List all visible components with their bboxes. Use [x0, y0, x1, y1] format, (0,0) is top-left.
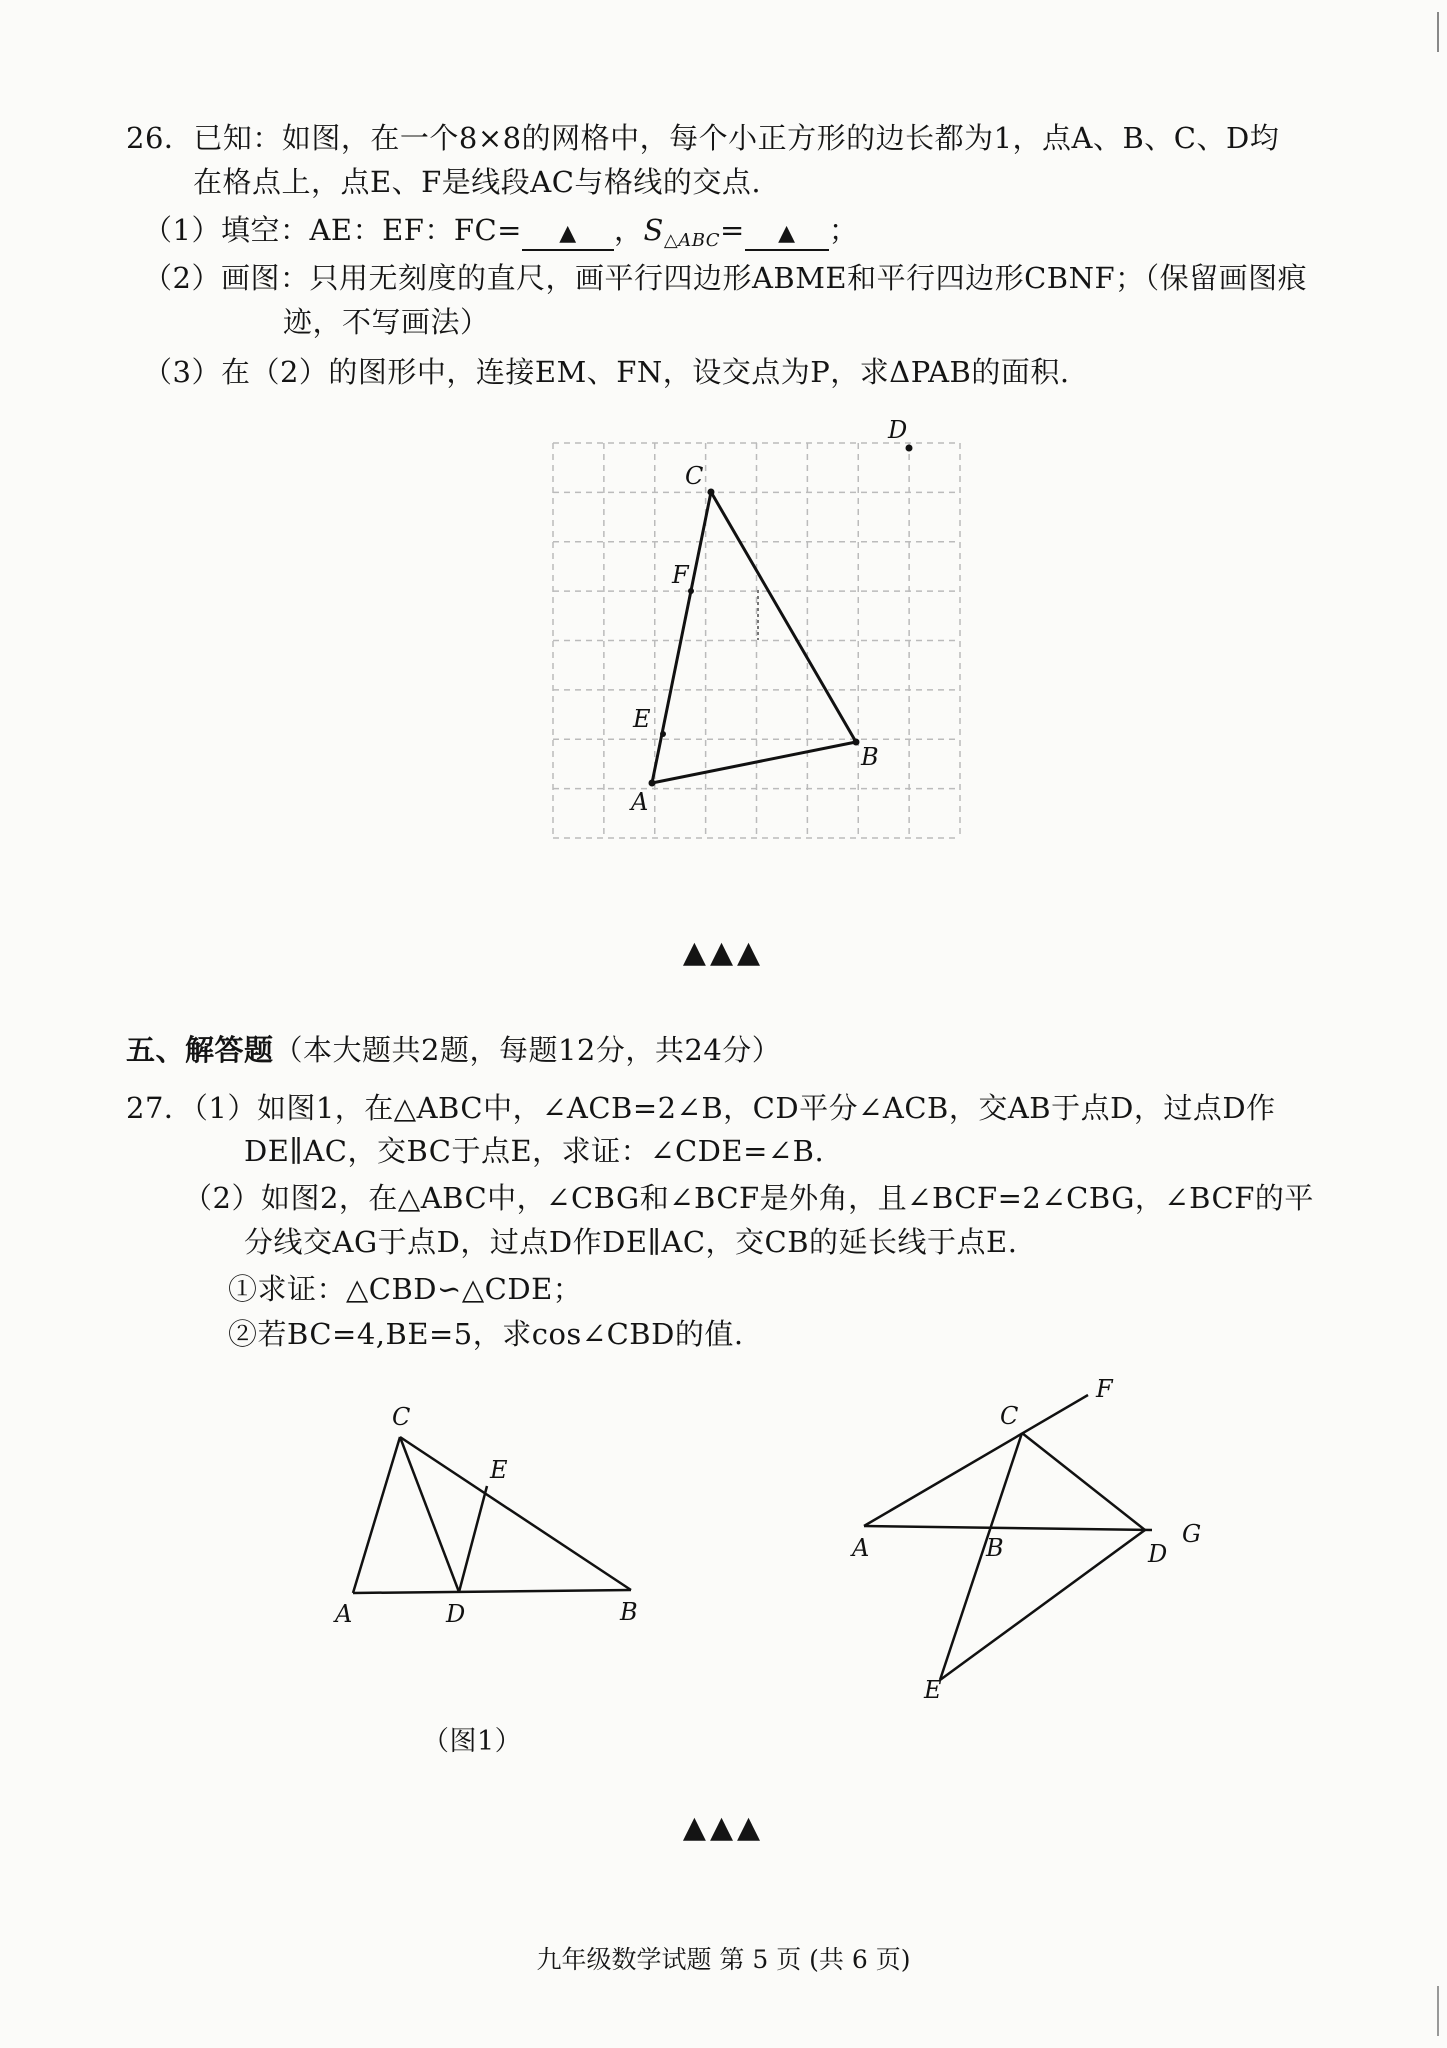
- figure-1-caption: （图1）: [422, 1726, 523, 1757]
- segment-ab: [652, 742, 856, 783]
- segment-ac: [652, 492, 711, 783]
- blank-triangle-icon: ▲: [778, 221, 796, 246]
- q26-line1: 26．已知：如图，在一个8×8的网格中，每个小正方形的边长都为1，点A、B、C、D均: [126, 121, 1280, 155]
- q26-area-symbol: S: [643, 213, 664, 247]
- q27-line1: 27．（1）如图1，在△ABC中，∠ACB=2∠B，CD平分∠ACB，交AB于点D，过点D作: [126, 1091, 1276, 1125]
- fig2-label-d: D: [1148, 1540, 1168, 1568]
- q26-area-eq: =: [720, 213, 745, 247]
- q27-line4: 分线交AG于点D，过点D作DE∥AC，交CB的延长线于点E.: [244, 1225, 1018, 1259]
- point-a: [649, 780, 656, 787]
- end-marks: ▲▲▲: [682, 1810, 765, 1845]
- section-5-note: （本大题共2题，每题12分，共24分）: [273, 1033, 782, 1067]
- fig1-segment-cd: [400, 1437, 459, 1592]
- q26-part2-line1: （2）画图：只用无刻度的直尺，画平行四边形ABME和平行四边形CBNF；（保留画图痕: [143, 261, 1308, 295]
- q26-part1-sep: ，: [613, 213, 644, 247]
- label-b: B: [861, 743, 879, 771]
- fig1-label-c: C: [392, 1403, 411, 1431]
- fig1-label-e: E: [490, 1456, 508, 1484]
- label-d: D: [888, 416, 908, 444]
- fig2-line-ce: [940, 1433, 1022, 1680]
- fig1-label-d: D: [446, 1600, 466, 1628]
- fig1-label-a: A: [335, 1600, 353, 1628]
- q26-part3: （3）在（2）的图形中，连接EM、FN，设交点为P，求ΔPAB的面积.: [143, 355, 1070, 389]
- fig1-segment-ca: [353, 1437, 400, 1593]
- section-5-heading: [126, 1030, 781, 1070]
- fig2-line-ed: [940, 1530, 1145, 1680]
- fig2-line-ag: [864, 1526, 1152, 1530]
- figure-2: [864, 1395, 1152, 1680]
- fig1-label-b: B: [620, 1598, 638, 1626]
- page-footer: 九年级数学试题 第 5 页 (共 6 页): [536, 1945, 911, 1974]
- fig1-segment-cb: [400, 1437, 631, 1590]
- fig2-line-ac-f: [864, 1395, 1088, 1526]
- segment-cb: [711, 492, 856, 742]
- label-e: E: [633, 705, 651, 733]
- label-c: C: [685, 462, 704, 490]
- q27-line5: ①求证：△CBD∽△CDE；: [228, 1272, 583, 1306]
- point-b: [853, 739, 860, 746]
- point-e: [660, 731, 666, 737]
- fig2-label-c: C: [1000, 1402, 1019, 1430]
- point-c: [708, 489, 715, 496]
- fig2-label-a: A: [852, 1534, 870, 1562]
- q26-line2: 在格点上，点E、F是线段AC与格线的交点.: [193, 165, 762, 199]
- blank-triangle-icon: ▲: [559, 221, 577, 246]
- fig2-label-f: F: [1096, 1375, 1113, 1403]
- label-a: A: [631, 788, 649, 816]
- label-f: F: [672, 561, 689, 589]
- point-f: [688, 588, 694, 594]
- q26-area-subscript: △ABC: [663, 230, 721, 251]
- q26-part2-line2: 迹，不写画法）: [283, 305, 490, 339]
- section-5-title: 五、解答题: [126, 1033, 274, 1067]
- q27-line6: ②若BC=4,BE=5，求cos∠CBD的值.: [228, 1317, 744, 1351]
- q26-part1-end: ；: [828, 213, 859, 247]
- fig2-label-e: E: [924, 1676, 942, 1704]
- q27-line2: DE∥AC，交BC于点E，求证：∠CDE=∠B.: [244, 1134, 825, 1168]
- fig1-segment-de: [459, 1486, 487, 1592]
- fig1-segment-ab: [353, 1590, 631, 1593]
- fig2-label-b: B: [986, 1534, 1004, 1562]
- q26-part1-prefix: （1）填空：AE：EF：FC=: [143, 213, 522, 247]
- point-d: [906, 445, 913, 452]
- fig2-line-cd: [1022, 1433, 1145, 1530]
- fig2-label-g: G: [1182, 1520, 1202, 1548]
- q26-grid: [553, 443, 960, 838]
- end-marks: ▲▲▲: [682, 935, 765, 970]
- q27-line3: （2）如图2，在△ABC中，∠CBG和∠BCF是外角，且∠BCF=2∠CBG，∠BCF的平: [183, 1181, 1314, 1215]
- q26-triangle: [649, 445, 913, 787]
